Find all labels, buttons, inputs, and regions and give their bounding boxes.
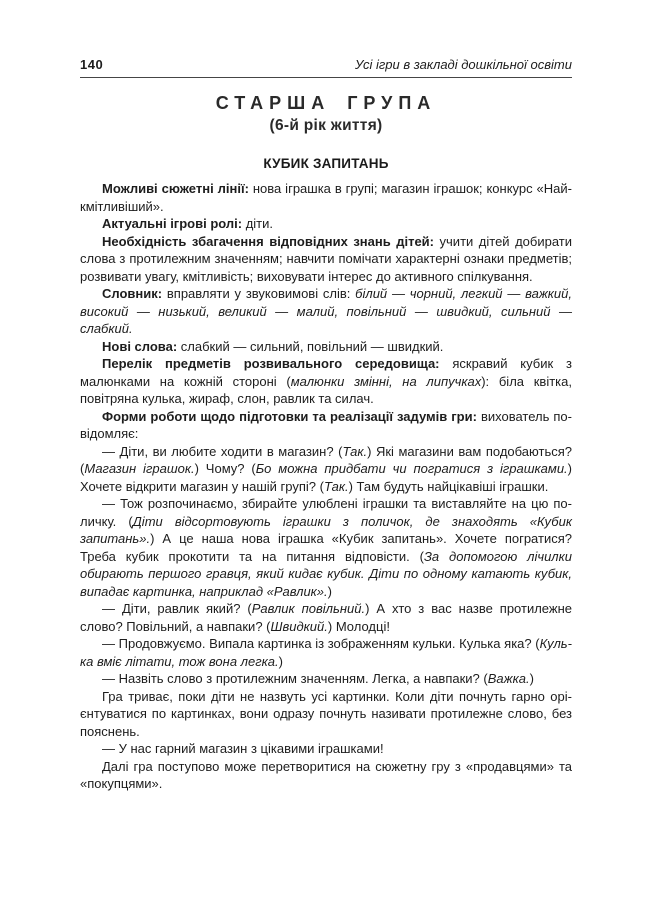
paragraph-label: Необхідність збагачення відповідних знань дітей: — [102, 233, 435, 249]
paragraph-label: Перелік предметів розвивального середовища: — [102, 356, 440, 371]
paragraph-italic-text: Діти відсортовують іграшки з поличок, де знаходять «Кубик запитань». — [80, 513, 572, 546]
paragraph-italic-text: Бо можна придбати чи погратися з іграшками. — [255, 461, 568, 476]
paragraph — [80, 408, 572, 443]
paragraph-label: Актуальні ігрові ролі: — [102, 216, 243, 231]
paragraph-text: ) — [327, 583, 332, 599]
paragraph-text: Гра триває, поки діти не назвуть усі картинки. Коли діти почнуть гарно орієнтуватися по картинках, вони одразу почнуть називати протилежне слово, без пояснень. — [80, 688, 572, 739]
paragraph — [80, 180, 572, 215]
paragraph-label: Нові слова: — [102, 338, 178, 354]
paragraph-italic-text: білий — чорний, легкий — важкий, високий — низький, великий — малий, повільний — швидкий, сильний — слабкий. — [80, 286, 572, 336]
paragraph-label: Можливі сюжетні лінії: — [102, 181, 249, 196]
group-subtitle: (6-й рік життя) — [269, 117, 383, 134]
paragraph — [80, 758, 572, 793]
paragraph-italic-text: Кулька вміє літати, тож вона легка. — [80, 636, 572, 669]
paragraph-text: ) Які магазини вам подобаються? ( — [80, 443, 572, 476]
paragraph-text: — Діти, ви любите ходити в магазин? ( — [102, 443, 343, 459]
paragraph-italic-text: Швидкий. — [270, 618, 328, 634]
paragraph-text: ) — [529, 671, 534, 686]
paragraph-text: ) Хочете відкрити магазин у нашій групі? ( — [80, 461, 573, 494]
paragraph-italic-text: Магазин іграшок. — [84, 461, 195, 476]
paragraph-text: ) Там будуть найцікавіші іграшки. — [348, 478, 549, 494]
paragraph — [80, 443, 572, 496]
paragraph — [80, 495, 572, 600]
paragraph-label: Форми роботи щодо підготовки та реалізації задумів гри: — [102, 408, 477, 424]
paragraph-text: ): біла квітка, повітряна кулька, жираф, слон, равлик та силач. — [80, 373, 572, 406]
paragraph-text: — Тож розпочинаємо, збирайте улюблені іграшки та виставляйте на цю поличку. ( — [80, 496, 572, 529]
paragraph-text: — Продовжуємо. Випала картинка із зображенням кульки. Кулька яка? ( — [102, 636, 540, 651]
paragraph — [80, 740, 572, 758]
paragraph-italic-text: малюнки змінні, на липучках — [290, 373, 482, 389]
paragraph-text: — Діти, равлик який? ( — [102, 601, 252, 616]
paragraph — [80, 688, 572, 741]
game-title: КУБИК ЗАПИТАНЬ — [263, 156, 389, 171]
paragraph-italic-text: За допомогою лічилки обирають першого гравця, який кидає кубик. Діти по одному катають кубик, випадає картинка, наприклад «Равлик». — [80, 548, 572, 599]
running-head-book-title: Усі ігри в закладі дошкільної освіти — [354, 57, 572, 72]
paragraph-text: нова іграшка в групі; магазин іграшок; конкурс «Найкмітливіший». — [80, 181, 572, 214]
paragraph-italic-text: Равлик повільний. — [251, 601, 366, 616]
page-number: 140 — [80, 57, 104, 72]
paragraph — [80, 635, 572, 670]
paragraph-text: учити дітей добирати слова з протилежним значенням; навчити помічати характерні ознаки предметів; розвивати увагу, кмітливість; виховувати інтерес до активного спілкування. — [80, 233, 573, 284]
paragraph — [80, 670, 572, 688]
paragraph-text: вправляти у звуковимові слів: — [162, 286, 356, 301]
paragraph — [80, 285, 572, 338]
paragraph-text: Далі гра поступово може перетворитися на сюжетну гру з «продавцями» та «покупцями». — [80, 758, 572, 791]
paragraph-text: — У нас гарний магазин з цікавими іграшками! — [102, 741, 384, 756]
paragraph-text: ) Чому? ( — [194, 461, 256, 476]
paragraph-text: ) — [278, 653, 283, 669]
paragraph-label: Словник: — [102, 286, 163, 301]
paragraph — [80, 233, 572, 286]
paragraph — [80, 600, 572, 635]
page-header — [80, 57, 572, 78]
paragraph — [80, 355, 572, 408]
paragraph-text: діти. — [242, 216, 274, 231]
paragraph-italic-text: Важка. — [487, 671, 530, 686]
paragraph-italic-text: Так. — [342, 443, 368, 459]
paragraph-text: ) Молодці! — [327, 618, 390, 634]
body-paragraphs — [80, 180, 572, 793]
paragraph-text: ) А хто з вас назве протилежне слово? Повільний, а навпаки? ( — [80, 601, 572, 634]
paragraph-italic-text: Так. — [323, 478, 349, 494]
group-title: СТАРША ГРУПА — [215, 93, 437, 113]
paragraph — [80, 215, 572, 233]
paragraph — [80, 338, 572, 356]
paragraph-text: ) А це наша нова іграшка «Кубик запитань». Хочете погратися? Треба кубик прокотити та на питання відповісти. ( — [80, 531, 572, 564]
paragraph-text: — Назвіть слово з протилежним значенням. Легка, а навпаки? ( — [102, 671, 488, 686]
paragraph-text: вихователь повідомляє: — [80, 408, 572, 441]
paragraph-text: слабкий — сильний, повільний — швидкий. — [177, 338, 444, 354]
paragraph-text: яскравий кубик з малюнками на кожній стороні ( — [80, 356, 572, 389]
